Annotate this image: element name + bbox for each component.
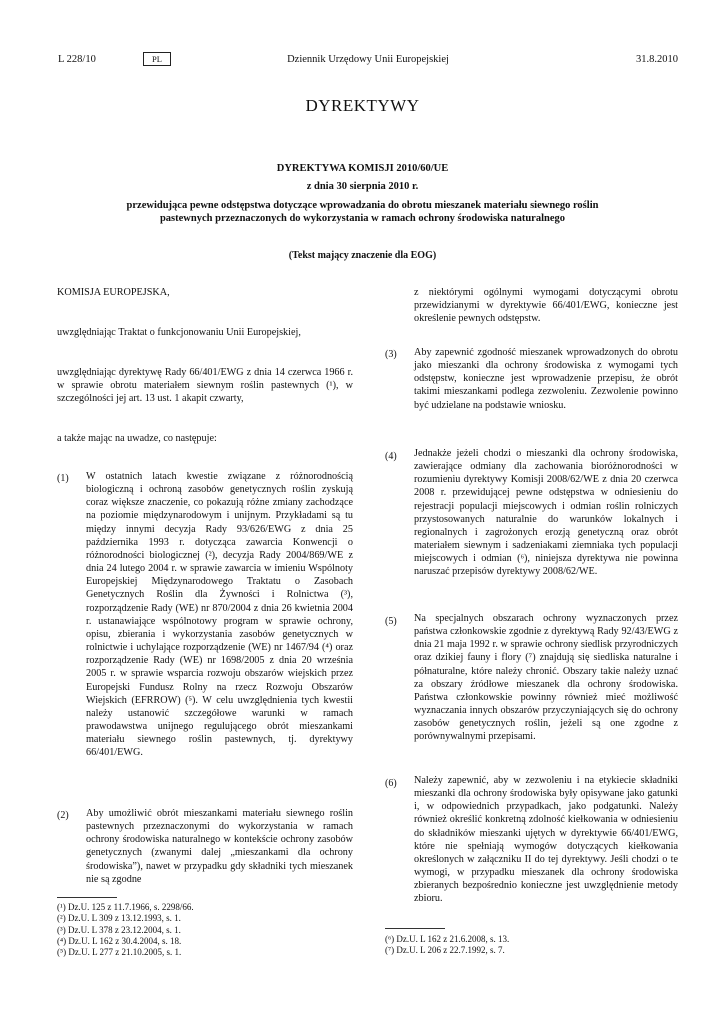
commission-heading: KOMISJA EUROPEJSKA, <box>57 287 170 298</box>
recital-treaty: uwzględniając Traktat o funkcjonowaniu Unii Europejskiej, <box>57 327 301 338</box>
footnotes-right <box>385 934 675 957</box>
footnote: (¹) Dz.U. 125 z 11.7.1966, s. 2298/66. <box>57 902 194 912</box>
eea-relevance: (Tekst mający znaczenie dla EOG) <box>288 250 437 261</box>
paragraph-number: (4) <box>385 451 397 462</box>
footnote: (⁴) Dz.U. L 162 z 30.4.2004, s. 18. <box>57 935 182 946</box>
directive-subject: przewidująca pewne odstępstwa dotyczące wprowadzania do obrotu mieszanek materiału siewnego roślin pastewnych przeznaczonych do wykorzystania w ramach ochrony środowiska naturalnego <box>126 200 599 224</box>
language-badge: PL <box>143 52 171 66</box>
footnote: (³) Dz.U. L 378 z 23.12.2004, s. 1. <box>57 924 181 935</box>
footnotes-left <box>57 902 357 958</box>
paragraph-number: (2) <box>57 810 69 821</box>
journal-title: Dziennik Urzędowy Unii Europejskiej <box>287 54 449 65</box>
footnote: (⁵) Dz.U. L 277 z 21.10.2005, s. 1. <box>57 947 182 958</box>
paragraph-4: Jednakże jeżeli chodzi o mieszanki dla ochrony środowiska, zawierające odmiany dla zachowania bioróżnorodności w rozumieniu dyrektywy Komisji 2008/62/WE z dnia 20 czerwca 2008 r. przewidującej pewne odstępstwa w odniesieniu do rejestracji populacji miejscowych i odmian roślin rolniczych przystosowanych naturalnie do warunków lokalnych i regionalnych i zagrożonych erozją genetyczną oraz obrót materiałem siewnym i sadzeniakami ziemniaka tych populacji miejscowych i odmian (⁶), niniejsza dyrektywa nie powinna naruszać przepisów dyrektywy 2008/62/WE. <box>414 448 678 578</box>
paragraph-6: Należy zapewnić, aby w zezwoleniu i na etykiecie składniki mieszanki dla ochrony środowiska były opisywane jako gatunki i, w odpowiednich przypadkach, jako podgatunki. Należy również określić konkretną zdolność kiełkowania w odniesieniu do składników mieszanki ujętych w dyrektywie 66/401/EWG, które nie spełniają wymogów dotyczących kiełkowania określonych w załączniku II do tej dyrektywy. Jeśli chodzi o te wymogi, w przypadku mieszanek dla ochrony środowiska zbieranych bezpośrednio konieczne jest uwzględnienie metody zbioru. <box>414 775 678 905</box>
footnote: (²) Dz.U. L 309 z 13.12.1993, s. 1. <box>57 913 181 924</box>
paragraph-5: Na specjalnych obszarach ochrony wyznaczonych przez państwa członkowskie zgodnie z dyrektywą Rady 92/43/EWG z dnia 21 maja 1992 r. w sprawie ochrony siedlisk przyrodniczych oraz dzikiej fauny i flory (⁷) znajdują się siedliska naturalne i półnaturalne, które należy chronić. Obszary takie należy uznać za obszary źródłowe mieszanek dla ochrony środowiska. Państwa członkowskie powinny również mieć możliwość wyznaczania innych obszarów przyczyniających się do ochrony zasobów genetycznych roślin, jeżeli są one zgodne z porównywalnymi przepisami. <box>414 613 678 743</box>
directive-date: z dnia 30 sierpnia 2010 r. <box>306 181 419 192</box>
page-header <box>58 52 678 70</box>
paragraph-number: (5) <box>385 616 397 627</box>
section-title: DYREKTYWY <box>305 96 420 115</box>
paragraph-1: W ostatnich latach kwestie związane z różnorodnością biologiczną i ochroną zasobów genetycznych roślin zyskują coraz większe znaczenie, co pokazują różne zmiany zachodzące na poziomie międzynarodowym i unijnym. Przykładami są tu między innymi decyzja Rady 93/626/EWG z dnia 25 października 1993 r. dotycząca zawarcia Konwencji o różnorodności biologicznej (²), decyzja Rady 2004/869/WE z dnia 24 lutego 2004 r. w sprawie zawarcia w imieniu Wspólnoty Europejskiej Międzynarodowego Traktatu o Zasobach Genetycznych Roślin dla Żywności i Rolnictwa (³), rozporządzenie Rady (WE) nr 870/2004 z dnia 26 kwietnia 2004 r. ustanawiające wspólnotowy program w sprawie ochrony, opisu, zbierania i wykorzystania zasobów genetycznych w rolnictwie i uchylające rozporządzenie (WE) nr 1467/94 (⁴) oraz rozporządzenie Rady (WE) nr 1698/2005 z dnia 20 września 2005 r. w sprawie wsparcia rozwoju obszarów wiejskich przez Europejski Fundusz Rolny na rzecz Rozwoju Obszarów Wiejskich (EFRROW) (⁵). W celu uwzględnienia tych kwestii należy ustanowić szczegółowe warunki w ramach prawodawstwa unijnego regulującego obrót mieszankami materiału siewnego roślin pastewnych, tj. dyrektywy 66/401/EWG. <box>86 471 353 759</box>
paragraph-number: (6) <box>385 778 397 789</box>
paragraph-number: (3) <box>385 349 397 360</box>
whereas-clause: a także mając na uwadze, co następuje: <box>57 433 217 444</box>
paragraph-2-continuation: z niektórymi ogólnymi wymogami dotyczącymi obrotu przewidzianymi w dyrektywie 66/401/EWG, konieczne jest określenie pewnych odstępstw. <box>414 287 678 325</box>
publication-date: 31.8.2010 <box>636 54 678 65</box>
footnote: (⁷) Dz.U. L 206 z 22.7.1992, s. 7. <box>385 945 505 956</box>
footnote: (⁶) Dz.U. L 162 z 21.6.2008, s. 13. <box>385 934 510 944</box>
paragraph-number: (1) <box>57 473 69 484</box>
paragraph-2: Aby umożliwić obrót mieszankami materiału siewnego roślin pastewnych przeznaczonymi do wykorzystania w ramach ochrony środowiska naturalnego w kontekście ochrony zasobów genetycznych (zwanymi dalej „mieszankami dla ochrony środowiska”), nawet w przypadku gdy składniki tych mieszanek nie są zgodne <box>86 808 353 885</box>
footnote-divider <box>385 928 445 929</box>
footnote-divider <box>57 897 117 898</box>
paragraph-3: Aby zapewnić zgodność mieszanek wprowadzonych do obrotu jako mieszanki dla ochrony środowiska z wymogami tych odstępstw, konieczne jest wprowadzenie przepisu, że obrót takimi mieszankami podlega zezwoleniu. Zezwolenie powinno być udzielane na podstawie wniosku. <box>414 347 678 411</box>
page-reference: L 228/10 <box>58 54 96 65</box>
recital-directive: uwzględniając dyrektywę Rady 66/401/EWG z dnia 14 czerwca 1966 r. w sprawie obrotu materiałem siewnym roślin pastewnych (¹), w szczególności jej art. 13 ust. 1 akapit czwarty, <box>57 367 353 405</box>
directive-number: DYREKTYWA KOMISJI 2010/60/UE <box>276 163 449 174</box>
